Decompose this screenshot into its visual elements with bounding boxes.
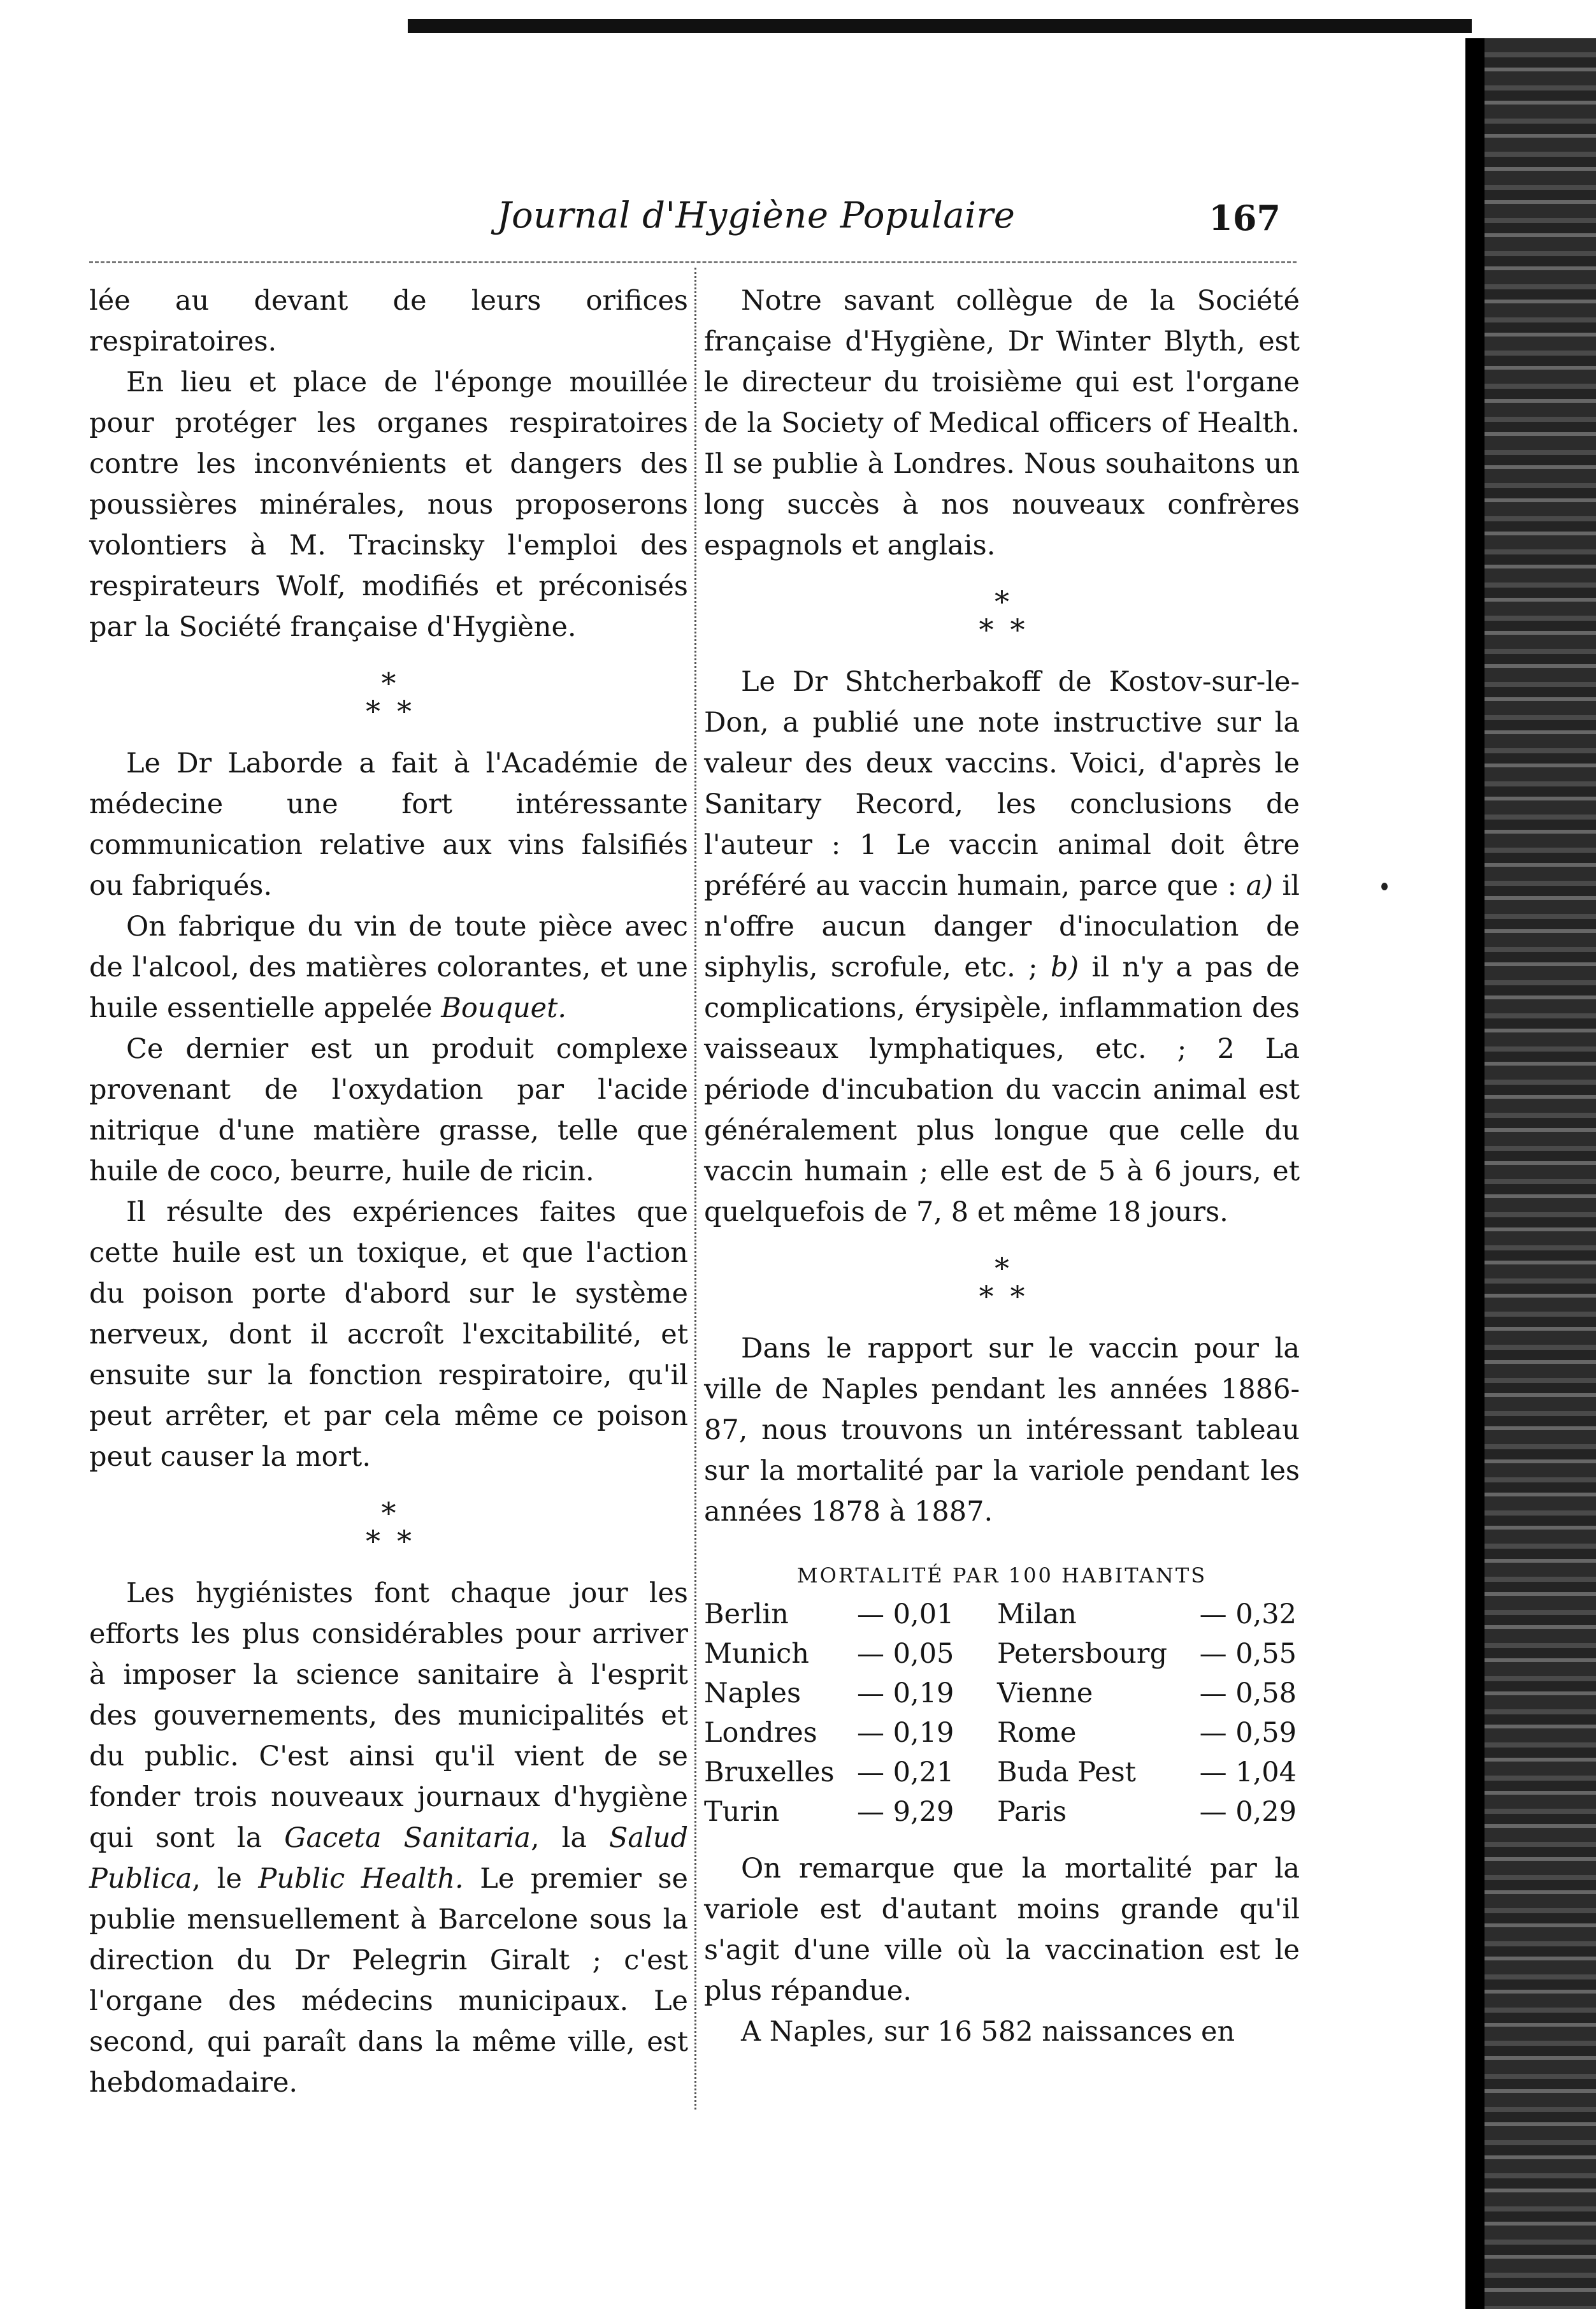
paragraph-shtcherbakoff: Le Dr Shtcherbakoff de Kostov-sur-le-Don, a publié une note instructive sur la valeur des deux vaccins. Voici, d'après le Sanitary Record, les conclusions de l'auteur : 1 Le vaccin animal doit être préféré au vaccin humain, parce que : a) il n'offre aucun danger d'inoculation de siphylis, scrofule, etc. ; b) il n'y a pas de complications, érysipèle, inflammation des vaisseaux lymphatiques, etc. ; 2 La période d'incubation du vaccin animal est généralement plus longue que celle du vaccin humain ; elle est de 5 à 6 jours, et quelquefois de 7, 8 et même 18 jours.	[704, 666, 1300, 1228]
city-left: Londres	[704, 1717, 817, 1749]
italic-bouquet: Bouquet.	[441, 992, 567, 1024]
italic-gaceta-sanitaria: Gaceta Sanitaria	[284, 1822, 531, 1854]
scan-top-rule	[408, 19, 1472, 33]
paragraph-experiences: Il résulte des expériences faites que cette huile est un toxique, et que l'action du poison porte d'abord sur le système nerveux, dont il accroît l'excitabilité, et ensuite sur la fonction respiratoire, qu'il peut arrêter, et par cela même ce poison peut causer la mort.	[89, 1196, 688, 1473]
value-right: — 0,58	[1199, 1677, 1297, 1709]
value-left: — 0,05	[857, 1638, 954, 1670]
value-right: — 0,55	[1199, 1638, 1297, 1670]
running-header	[484, 191, 1293, 249]
mortality-table	[704, 1556, 1300, 1832]
right-column	[704, 280, 1300, 2052]
paragraph-respiratoires: lée au devant de leurs orifices respiratoires.	[89, 285, 688, 358]
header-rule	[89, 261, 1297, 263]
paragraph-laborde: Le Dr Laborde a fait à l'Académie de médecine une fort intéressante communication relative aux vins falsifiés ou fabriqués.	[89, 748, 688, 902]
section-asterism: * **	[366, 666, 428, 728]
scan-ink-mark	[1381, 883, 1388, 890]
paragraph-naissances: A Naples, sur 16 582 naissances en	[741, 2016, 1235, 2048]
scan-page-edge-shadow	[1465, 38, 1485, 2309]
city-right: Milan	[997, 1598, 1077, 1630]
italic-salud-publica: Salud Publica	[89, 1822, 688, 1895]
paragraph-produit-complexe: Ce dernier est un produit complexe provenant de l'oxydation par l'acide nitrique d'une matière grasse, telle que huile de coco, beurre, huile de ricin.	[89, 1033, 688, 1187]
value-right: — 0,59	[1199, 1717, 1297, 1749]
city-left: Munich	[704, 1638, 809, 1670]
city-right: Petersbourg	[997, 1638, 1167, 1670]
section-asterism: * **	[366, 1496, 428, 1558]
paragraph-eponge: En lieu et place de l'éponge mouillée pour protéger les organes respiratoires contre les inconvénients et dangers des poussières minérales, nous proposerons volontiers à M. Tracinsky l'emploi des respirateurs Wolf, modifiés et préconisés par la Société française d'Hygiène.	[89, 366, 688, 643]
paragraph-winter-blyth: Notre savant collègue de la Société française d'Hygiène, Dr Winter Blyth, est le directeur du troisième qui est l'organe de la Society of Medical officers of Health. Il se publie à Londres. Nous souhaitons un long succès à nos nouveaux confrères espagnols et anglais.	[704, 285, 1300, 561]
table-row	[704, 1595, 1297, 1634]
city-right: Paris	[997, 1796, 1067, 1828]
city-left: Berlin	[704, 1598, 789, 1630]
section-asterism: * **	[979, 1251, 1042, 1314]
city-right: Vienne	[997, 1677, 1093, 1709]
table-row	[704, 1792, 1297, 1832]
paragraph-fabrique-vin: On fabrique du vin de toute pièce avec de l'alcool, des matières colorantes, et une huile essentielle appelée Bouquet.	[89, 911, 688, 1024]
table-row	[704, 1674, 1297, 1713]
paragraph-naples-rapport: Dans le rapport sur le vaccin pour la ville de Naples pendant les années 1886-87, nous trouvons un intéressant tableau sur la mortalité par la variole pendant les années 1878 à 1887.	[704, 1333, 1300, 1528]
left-column	[89, 280, 688, 2103]
table-row	[704, 1713, 1297, 1753]
page-number: 167	[1209, 198, 1281, 238]
value-right: — 1,04	[1199, 1756, 1297, 1788]
section-asterism: * **	[979, 584, 1042, 647]
column-divider	[694, 268, 696, 2110]
city-left: Bruxelles	[704, 1756, 835, 1788]
city-right: Buda Pest	[997, 1756, 1136, 1788]
journal-title: Journal d'Hygiène Populaire	[497, 195, 1016, 236]
value-right: — 0,32	[1199, 1598, 1297, 1630]
value-left: — 9,29	[857, 1796, 954, 1828]
paragraph-remarque: On remarque que la mortalité par la variole est d'autant moins grande qu'il s'agit d'une ville où la vaccination est le plus répandue.	[704, 1853, 1300, 2007]
table-row	[704, 1634, 1297, 1674]
city-right: Rome	[997, 1717, 1077, 1749]
paragraph-hygienistes: Les hygiénistes font chaque jour les efforts les plus considérables pour arriver à imposer la science sanitaire à l'esprit des gouvernements, des municipalités et du public. C'est ainsi qu'il vient de se fonder trois nouveaux journaux d'hygiène qui sont la Gaceta Sanitaria, la Salud Publica, le Public Health. Le premier se publie mensuellement à Barcelone sous la direction du Dr Pelegrin Giralt ; c'est l'organe des médecins municipaux. Le second, qui paraît dans la même ville, est hebdomadaire.	[89, 1577, 688, 2099]
value-right: — 0,29	[1199, 1796, 1297, 1828]
value-left: — 0,01	[857, 1598, 954, 1630]
city-left: Turin	[704, 1796, 780, 1828]
table-row	[704, 1753, 1297, 1792]
scan-page-edge	[1465, 38, 1596, 2309]
italic-public-health: Public Health.	[258, 1863, 464, 1895]
value-left: — 0,19	[857, 1717, 954, 1749]
table-title: MORTALITÉ PAR 100 HABITANTS	[796, 1563, 1207, 1588]
value-left: — 0,21	[857, 1756, 954, 1788]
value-left: — 0,19	[857, 1677, 954, 1709]
mortality-table-grid	[704, 1595, 1297, 1832]
city-left: Naples	[704, 1677, 802, 1709]
